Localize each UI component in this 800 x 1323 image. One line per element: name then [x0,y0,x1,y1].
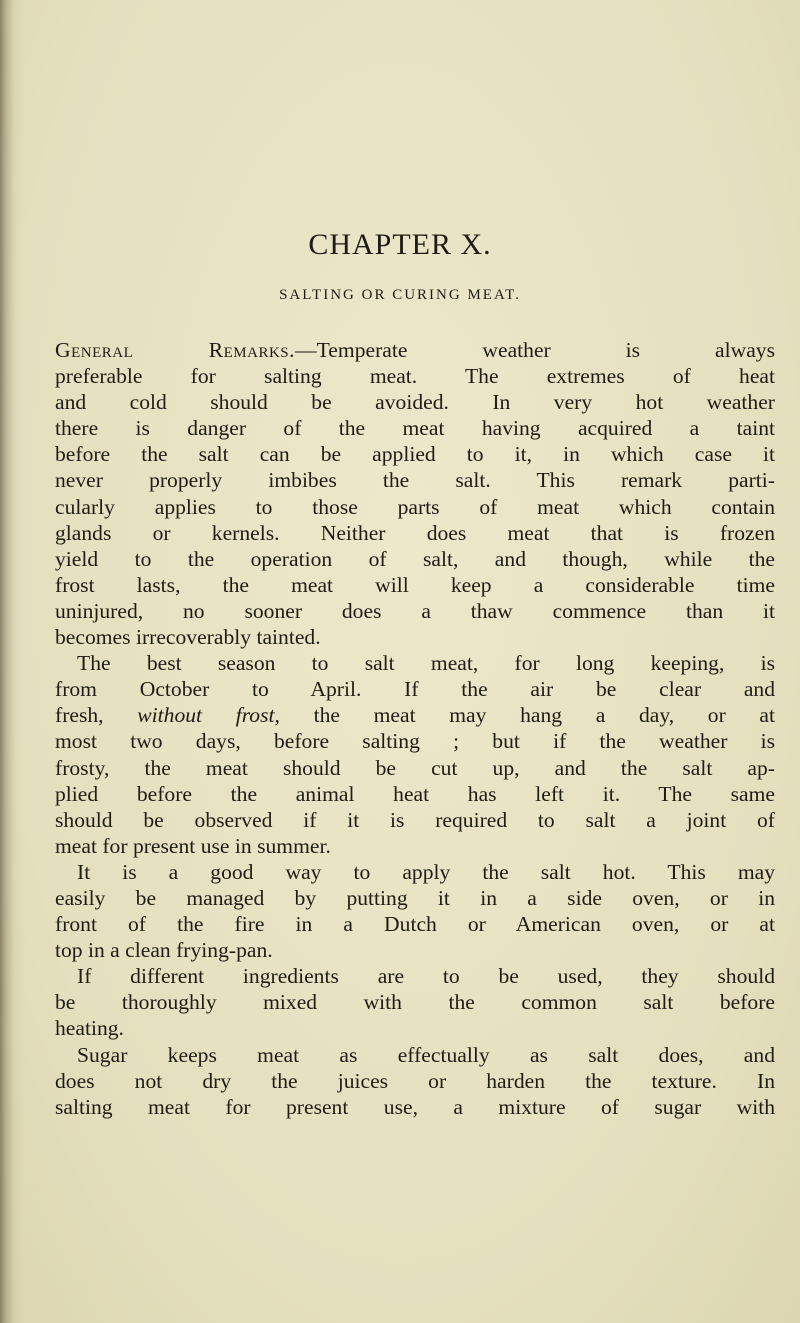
text-line: If different ingredients are to be used, they should [77,964,775,989]
text-line: should be observed if it is required to salt a joint of [55,807,775,832]
text-line: never properly imbibes the salt. This remark parti- [55,468,775,493]
text-line: from October to April. If the air be clear and [55,677,775,702]
text-line: most two days, before salting ; but if the weather is [55,729,775,754]
text-line: meat for present use in summer. [55,833,331,858]
chapter-title: CHAPTER X. [308,228,492,261]
text-line: The best season to salt meat, for long keeping, is [77,651,775,676]
text-line: be thoroughly mixed with the common salt before [55,990,775,1015]
text-line: cularly applies to those parts of meat which contain [55,494,775,519]
text-line: becomes irrecoverably tainted. [55,625,321,650]
text-line: does not dry the juices or harden the texture. In [55,1068,775,1093]
text-line: glands or kernels. Neither does meat that is frozen [55,520,775,545]
text-line: front of the fire in a Dutch or American oven, or at [55,912,775,937]
paragraph-heading: General Remarks. [55,338,296,362]
text-line: It is a good way to apply the salt hot. This may [77,859,775,884]
text-line: plied before the animal heat has left it. The same [55,781,775,806]
text-line: General Remarks.—Temperate weather is always [55,338,775,362]
text-line: before the salt can be applied to it, in which case it [55,442,775,467]
section-title: SALTING OR CURING MEAT. [279,287,521,303]
text-line: heating. [55,1016,124,1041]
text-line: Sugar keeps meat as effectually as salt does, and [77,1042,775,1067]
text-line: there is danger of the meat having acquired a taint [55,416,775,441]
text-line: easily be managed by putting it in a side oven, or in [55,885,775,910]
body-text [55,337,775,1120]
text-line: salting meat for present use, a mixture of sugar with [55,1094,775,1119]
text-line: frost lasts, the meat will keep a considerable time [55,572,775,597]
text-line: and cold should be avoided. In very hot weather [55,390,775,415]
text-line: fresh, without frost, the meat may hang a day, or at [55,703,776,728]
text-line: preferable for salting meat. The extremes of heat [55,364,775,389]
italic-phrase: without frost, [137,703,280,728]
text-line: frosty, the meat should be cut up, and the salt ap- [55,755,775,780]
text-line: top in a clean frying-pan. [55,938,273,963]
text-line: yield to the operation of salt, and though, while the [55,546,775,571]
text-line: uninjured, no sooner does a thaw commence than it [55,598,775,623]
